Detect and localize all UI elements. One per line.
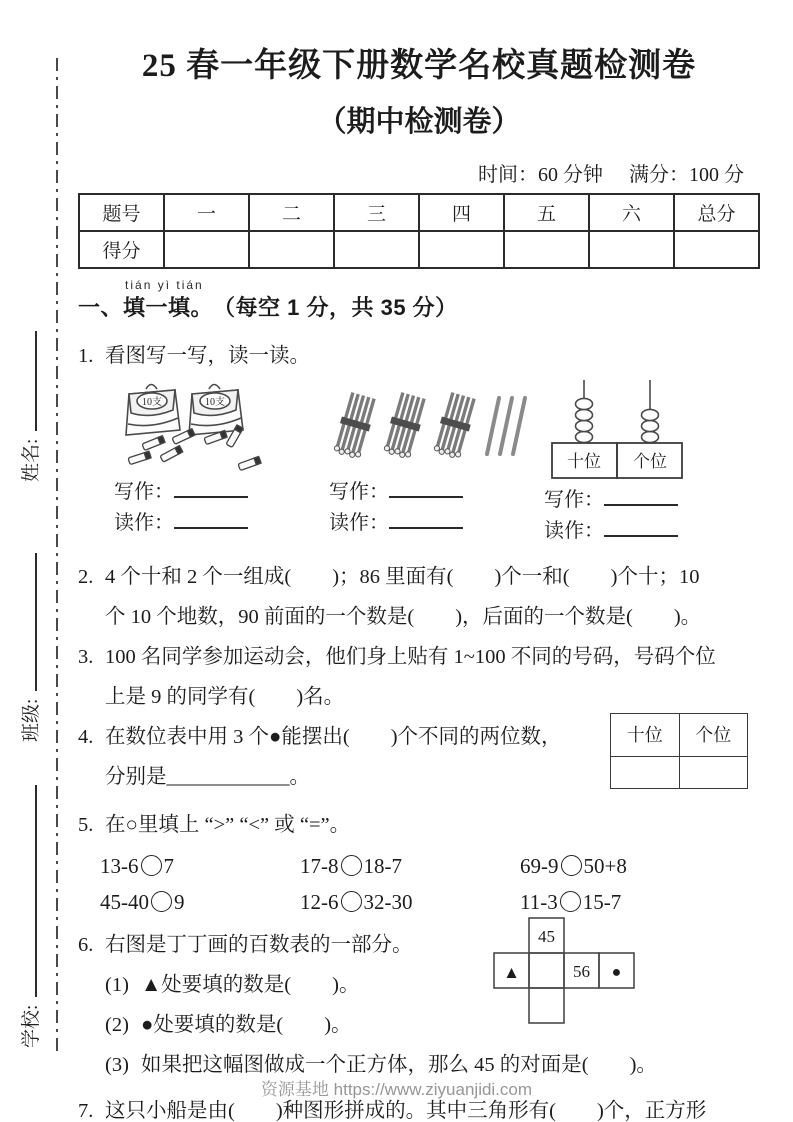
tens-beads-icon	[576, 399, 593, 443]
read-label: 读作：	[329, 512, 389, 535]
ones-place-label: 个位	[633, 452, 667, 472]
exam-info-line	[78, 158, 760, 187]
write-label: 写作：	[544, 489, 604, 512]
left-expression: 45-40	[100, 890, 149, 915]
question-5	[78, 805, 760, 915]
question-3-number: 3.	[78, 646, 94, 669]
question-2	[78, 557, 760, 637]
hundred-chart-cube-net-figure	[493, 917, 636, 1040]
question-3-line2: 上是 9 的同学有( )名。	[105, 686, 345, 709]
write-label: 写作：	[329, 481, 389, 504]
q1-read-line	[329, 508, 544, 539]
comparison-item	[520, 889, 760, 915]
section-title: 填一填。	[123, 295, 214, 321]
question-4	[78, 717, 760, 797]
left-expression: 11-3	[520, 890, 558, 915]
read-blank	[174, 513, 248, 529]
score-header-cell: 四	[419, 194, 504, 231]
compare-circle	[341, 855, 362, 876]
right-expression: 15-7	[582, 890, 622, 915]
comparison-grid	[78, 853, 760, 915]
sub-text: 如果把这幅图做成一个正方体，那么 45 的对面是( )。	[141, 1054, 657, 1077]
comparison-item	[300, 889, 520, 915]
place-value-table	[610, 713, 748, 789]
question-7-number: 7.	[78, 1100, 94, 1122]
read-blank	[604, 521, 678, 537]
write-blank	[389, 482, 463, 498]
margin-field-name	[16, 331, 43, 482]
tens-place-label: 十位	[567, 452, 601, 472]
question-1	[78, 336, 760, 376]
score-header-cell: 总分	[674, 194, 759, 231]
q1-item-abacus	[544, 380, 759, 547]
score-empty-cell	[249, 231, 334, 268]
compare-circle	[561, 855, 582, 876]
score-table-header-row	[79, 194, 759, 231]
question-4-number: 4.	[78, 726, 94, 749]
name-blank-line	[22, 331, 37, 431]
question-5-text: 在○里填上 “>” “<” 或 “=”。	[105, 814, 351, 837]
margin-field-class	[16, 553, 43, 742]
section-one-heading	[78, 278, 760, 322]
place-value-abacus-figure	[544, 380, 694, 480]
section-points: （每空 1 分，共 35 分）	[213, 295, 458, 321]
score-header-cell: 一	[164, 194, 249, 231]
stick-bundles-figure	[329, 380, 529, 472]
score-header-cell: 二	[249, 194, 334, 231]
fullscore-info: 满分：100 分	[629, 164, 744, 187]
comparison-item	[520, 853, 760, 879]
right-expression: 50+8	[583, 854, 627, 879]
question-6	[78, 925, 760, 1085]
question-3	[78, 637, 760, 717]
question-6-sub1	[78, 965, 760, 1005]
left-expression: 69-9	[520, 854, 559, 879]
question-2-line1: 4 个十和 2 个一组成( )；86 里面有( )个一和( )个十；10	[105, 566, 700, 589]
right-expression: 9	[174, 890, 185, 915]
school-blank-line	[22, 785, 37, 997]
crayon-packs-figure	[114, 380, 294, 472]
question-1-figures-row	[78, 380, 760, 547]
school-label: 学校:	[21, 1004, 42, 1048]
net-left-cell-triangle: ▲	[503, 963, 520, 983]
score-header-cell: 题号	[79, 194, 164, 231]
bag-label-2: 10支	[205, 397, 225, 409]
comparison-item	[300, 853, 520, 879]
source-watermark: 资源基地 https://www.ziyuanjidi.com	[260, 1080, 533, 1099]
q1-item-bundles	[329, 380, 544, 547]
place-value-empty-cell	[611, 757, 680, 789]
q1-read-line	[114, 508, 329, 539]
score-empty-cell	[419, 231, 504, 268]
compare-circle	[151, 891, 172, 912]
sub-text: ▲处要填的数是( )。	[141, 974, 360, 997]
comparison-item	[100, 853, 300, 879]
page-subtitle: （期中检测卷）	[317, 106, 521, 139]
write-blank	[604, 490, 678, 506]
score-empty-cell	[504, 231, 589, 268]
q1-item-crayons	[114, 380, 329, 547]
score-header-cell: 五	[504, 194, 589, 231]
left-expression: 12-6	[300, 890, 339, 915]
question-3-line1: 100 名同学参加运动会，他们身上贴有 1~100 不同的号码，号码个位	[105, 646, 716, 669]
question-4-line2: 分别是____________。	[105, 766, 310, 789]
section-pinyin: tián yì tián	[125, 278, 204, 293]
net-right-cell-value: 56	[573, 962, 590, 982]
right-expression: 32-30	[363, 890, 413, 915]
question-4-line1: 在数位表中用 3 个●能摆出( )个不同的两位数，	[105, 726, 562, 749]
write-label: 写作：	[114, 481, 174, 504]
question-6-sub2	[78, 1005, 760, 1045]
sub-number: (2)	[105, 1014, 129, 1037]
sub-text: ●处要填的数是( )。	[141, 1014, 352, 1037]
comparison-item	[100, 889, 300, 915]
net-top-cell-value: 45	[538, 927, 555, 947]
compare-circle	[141, 855, 162, 876]
read-label: 读作：	[544, 520, 604, 543]
score-empty-cell	[164, 231, 249, 268]
sub-number: (3)	[105, 1054, 129, 1077]
margin-field-school	[16, 785, 43, 1048]
bag-label-1: 10支	[142, 397, 162, 409]
place-value-empty-cell	[679, 757, 748, 789]
class-label: 班级:	[21, 698, 42, 742]
left-expression: 17-8	[300, 854, 339, 879]
score-header-cell: 六	[589, 194, 674, 231]
score-table-score-row	[79, 231, 759, 268]
question-2-number: 2.	[78, 566, 94, 589]
right-expression: 7	[163, 854, 174, 879]
question-1-text: 看图写一写，读一读。	[105, 345, 310, 368]
question-6-number: 6.	[78, 934, 94, 957]
section-number: 一、	[78, 295, 124, 321]
sub-number: (1)	[105, 974, 129, 997]
stick-bundle-icon	[332, 392, 478, 460]
place-value-tens-header: 十位	[611, 714, 680, 757]
name-label: 姓名:	[21, 438, 42, 482]
read-label: 读作：	[114, 512, 174, 535]
q1-write-line	[114, 477, 329, 508]
compare-circle	[560, 891, 581, 912]
ones-beads-icon	[642, 410, 659, 443]
question-2-line2: 个 10 个地数，90 前面的一个数是( )，后面的一个数是( )。	[105, 606, 702, 629]
q1-read-line	[544, 516, 759, 547]
net-far-right-cell-dot: ●	[611, 964, 622, 982]
score-empty-cell	[334, 231, 419, 268]
score-table	[78, 193, 760, 269]
score-empty-cell	[674, 231, 759, 268]
page-title: 25 春一年级下册数学名校真题检测卷	[141, 48, 697, 84]
compare-circle	[341, 891, 362, 912]
class-blank-line	[22, 553, 37, 691]
left-expression: 13-6	[100, 854, 139, 879]
read-blank	[389, 513, 463, 529]
time-info: 时间：60 分钟	[478, 164, 603, 187]
question-6-text: 右图是丁丁画的百数表的一部分。	[105, 934, 413, 957]
place-value-ones-header: 个位	[679, 714, 748, 757]
score-header-cell: 三	[334, 194, 419, 231]
q1-write-line	[329, 477, 544, 508]
question-1-number: 1.	[78, 345, 94, 368]
write-blank	[174, 482, 248, 498]
single-sticks-icon	[487, 398, 525, 454]
score-row-label: 得分	[79, 231, 164, 268]
question-5-number: 5.	[78, 814, 94, 837]
q1-write-line	[544, 485, 759, 516]
question-7-text: 这只小船是由( )种图形拼成的。其中三角形有( )个，正方形	[105, 1100, 707, 1122]
score-empty-cell	[589, 231, 674, 268]
margin-dashdot-line	[56, 58, 58, 1053]
right-expression: 18-7	[363, 854, 402, 879]
